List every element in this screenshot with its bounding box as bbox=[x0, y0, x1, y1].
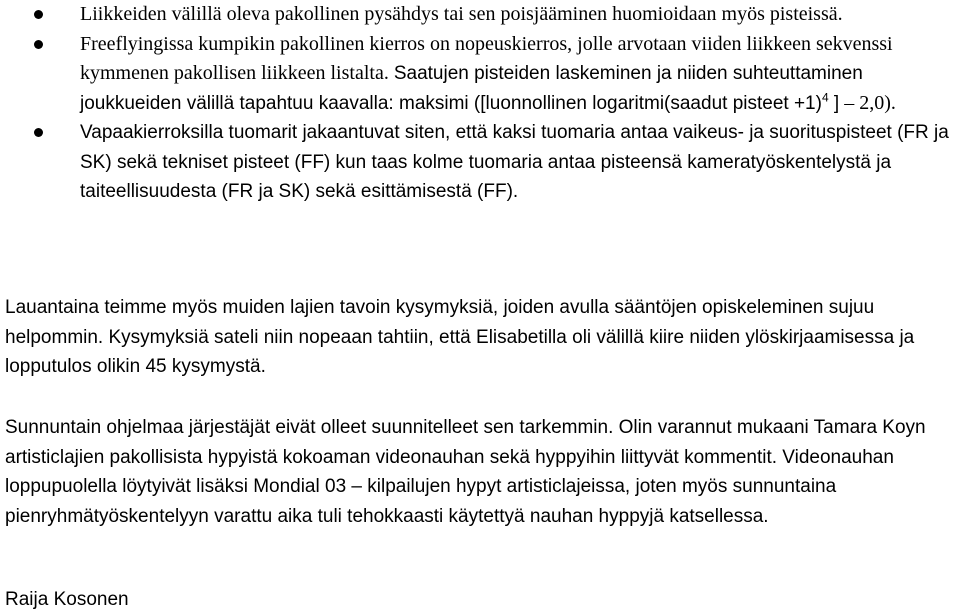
formula-exponent: 4 bbox=[821, 90, 829, 105]
signature: Raija Kosonen bbox=[5, 589, 129, 610]
formula-bracket: ] bbox=[828, 92, 840, 114]
bullet-text: Liikkeiden välillä oleva pakollinen pysähdys tai sen poisjääminen huomioidaan myös pisteissä. bbox=[80, 3, 843, 25]
bullet-item bbox=[0, 0, 960, 30]
paragraph: Lauantaina teimme myös muiden lajien tavoin kysymyksiä, joiden avulla sääntöjen opiskeleminen sujuu helpommin. Kysymyksiä sateli niin nopeaan tahtiin, että Elisabetilla oli välillä kiire niiden ylöskirjaamisessa ja lopputulos olikin 45 kysymystä. bbox=[5, 297, 915, 377]
bullet-text-serif: Freeflyingissa kumpikin pakollinen kierros on nopeuskierros, jolle arvotaan viiden liikkeen sekvenssi kymmenen pakollisen liikkeen listalta. bbox=[80, 32, 893, 84]
formula-text: Saatujen pisteiden laskeminen ja niiden suhteuttaminen joukkueiden välillä tapahtuu kaavalla: maksimi ([luonnollinen logaritmi(saadut pisteet +1) bbox=[80, 63, 863, 114]
bullet-item bbox=[0, 118, 960, 207]
formula-end: 2,0). bbox=[854, 91, 896, 114]
bullet-text-sans bbox=[80, 122, 949, 202]
bullet-dot-icon bbox=[34, 128, 43, 137]
bullet-dot-icon bbox=[34, 40, 43, 49]
bullet-list bbox=[0, 0, 960, 207]
bullet-item bbox=[0, 30, 960, 119]
bullet-text-a: Vapaakierroksilla tuomarit jakaantuvat siten, että kaksi tuomaria antaa vaikeus- ja bbox=[80, 122, 764, 143]
bullet-text-b: suorituspisteet (FR ja SK) sekä tekniset pisteet (FF) kun taas kolme tuomaria antaa pisteensä kameratyöskentelystä ja taiteellisuudesta (FR ja SK) sekä esittämisestä (FF). bbox=[80, 122, 949, 202]
paragraph: Sunnuntain ohjelmaa järjestäjät eivät olleet suunnitelleet sen tarkemmin. Olin varannut mukaani Tamara Koyn artisticlajien pakollisista hypyistä kokoaman videonauhan sekä hyppyihin liittyvät kommentit. Videonauhan loppupuolella löytyivät lisäksi Mondial 03 – kilpailujen hypyt artisticlajeissa, joten myös sunnuntaina pienryhmätyöskentelyyn varattu aika tuli tehokkaasti käytettyä nauhan hyppyjä katsellessa. bbox=[5, 417, 926, 527]
formula-dash: – bbox=[839, 91, 855, 114]
bullet-dot-icon bbox=[34, 10, 43, 19]
